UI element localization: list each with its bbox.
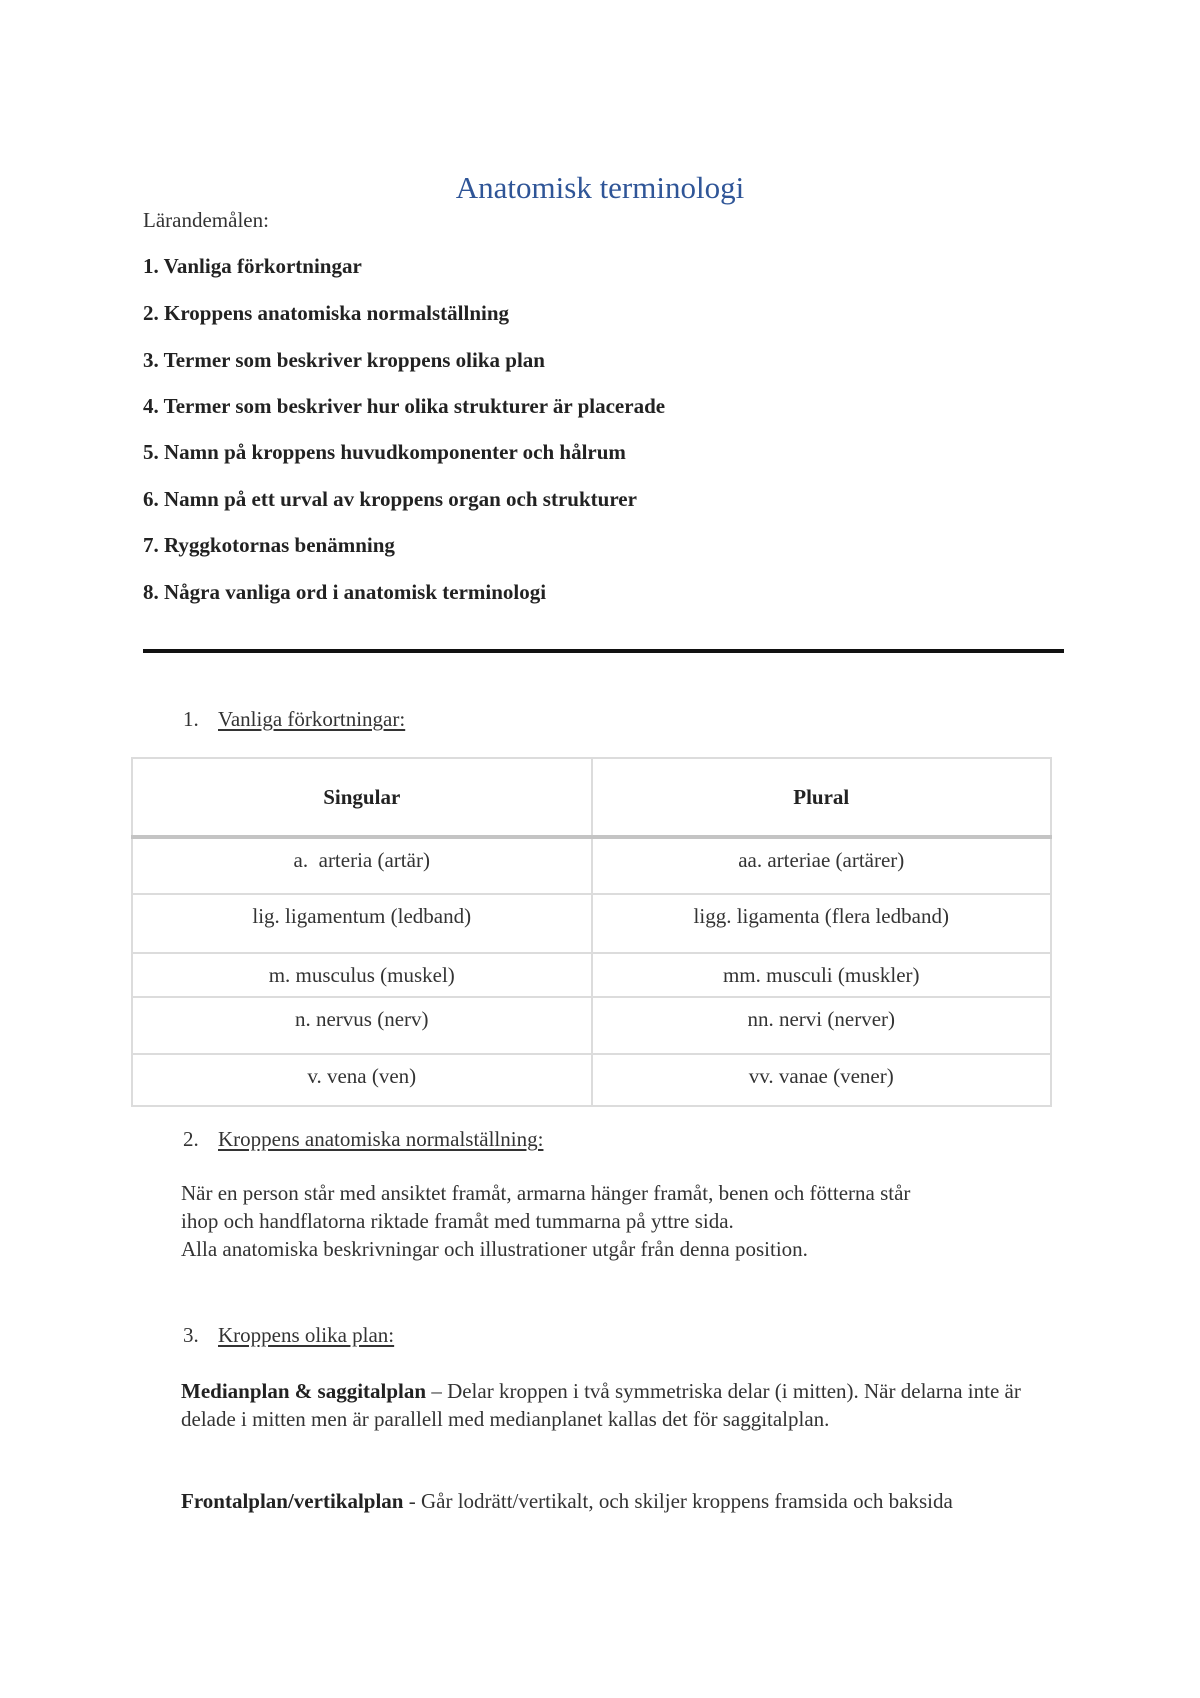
- table-row: [132, 1054, 1051, 1106]
- objective-item: 3. Termer som beskriver kroppens olika plan: [143, 348, 545, 372]
- table-cell: n. nervus (nerv): [132, 997, 592, 1054]
- table-header-plural: Plural: [592, 758, 1052, 837]
- table-row: [132, 953, 1051, 997]
- term-frontal-plane: Frontalplan/vertikalplan: [181, 1489, 404, 1513]
- table-cell: v. vena (ven): [132, 1054, 592, 1106]
- objective-item: 2. Kroppens anatomiska normalställning: [143, 301, 510, 325]
- objective-item: 8. Några vanliga ord i anatomisk terminologi: [143, 580, 547, 604]
- table-cell: mm. musculi (muskler): [592, 953, 1052, 997]
- paragraph-line: När en person står med ansiktet framåt, armarna hänger framåt, benen och fötterna står: [181, 1181, 911, 1205]
- page-title: Anatomisk terminologi: [455, 170, 745, 205]
- section-title: Kroppens olika plan:: [218, 1323, 395, 1347]
- table-cell: vv. vanae (vener): [592, 1054, 1052, 1106]
- table-cell: a. arteria (artär): [132, 837, 592, 894]
- table-row: [132, 997, 1051, 1054]
- section-number: 3.: [183, 1323, 199, 1347]
- paragraph-line: ihop och handflatorna riktade framåt med tummarna på yttre sida.: [181, 1209, 734, 1233]
- table-row: [132, 837, 1051, 894]
- frontal-plane-paragraph: [181, 1487, 1061, 1515]
- table-row: [132, 894, 1051, 953]
- section-title: Vanliga förkortningar:: [218, 707, 406, 731]
- term-description: - Går lodrätt/vertikalt, och skiljer kroppens framsida och baksida: [403, 1489, 953, 1513]
- learning-objectives-label: Lärandemålen:: [143, 208, 269, 232]
- table-cell: m. musculus (muskel): [132, 953, 592, 997]
- table-cell: nn. nervi (nerver): [592, 997, 1052, 1054]
- objective-item: 7. Ryggkotornas benämning: [143, 533, 395, 557]
- objective-item: 4. Termer som beskriver hur olika strukturer är placerade: [143, 394, 666, 418]
- term-median-plane: Medianplan & saggitalplan: [181, 1379, 427, 1403]
- term-description: – Delar kroppen i två symmetriska delar (i mitten). När delarna inte är delade i mitten men är parallell med medianplanet kallas det för saggitalplan.: [181, 1379, 1021, 1431]
- section-divider: [143, 649, 1064, 653]
- median-plane-paragraph: [181, 1377, 1061, 1433]
- normal-position-paragraph: [181, 1179, 1061, 1263]
- objective-item: 1. Vanliga förkortningar: [143, 254, 362, 278]
- paragraph-line: Alla anatomiska beskrivningar och illustrationer utgår från denna position.: [181, 1237, 808, 1261]
- section-title: Kroppens anatomiska normalställning:: [218, 1127, 544, 1151]
- abbreviations-table: [131, 757, 1052, 1107]
- table-header-singular: Singular: [132, 758, 592, 837]
- objective-item: 6. Namn på ett urval av kroppens organ och strukturer: [143, 487, 637, 511]
- table-cell: aa. arteriae (artärer): [592, 837, 1052, 894]
- objective-item: 5. Namn på kroppens huvudkomponenter och hålrum: [143, 440, 626, 464]
- table-cell: ligg. ligamenta (flera ledband): [592, 894, 1052, 953]
- table-cell: lig. ligamentum (ledband): [132, 894, 592, 953]
- section-number: 2.: [183, 1127, 199, 1151]
- section-number: 1.: [183, 707, 199, 731]
